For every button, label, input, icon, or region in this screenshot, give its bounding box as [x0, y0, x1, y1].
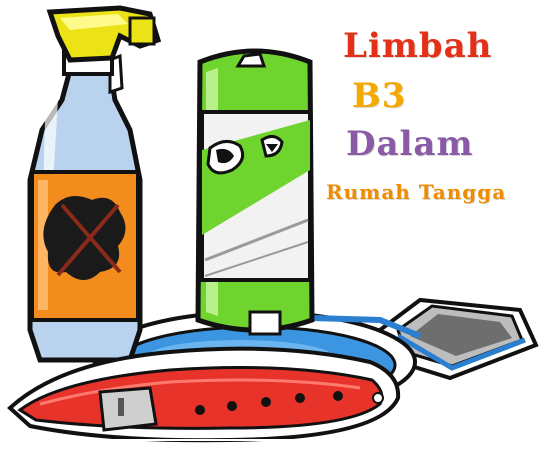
title-line-dalam: Dalam — [346, 124, 474, 164]
spray-bottle-icon — [30, 8, 158, 360]
title-line-limbah: Limbah — [343, 26, 493, 66]
title-line-b3: B3 — [352, 76, 407, 116]
deodorant-can-icon — [198, 51, 312, 334]
title-line-rumah-tangga: Rumah Tangga — [326, 180, 507, 204]
